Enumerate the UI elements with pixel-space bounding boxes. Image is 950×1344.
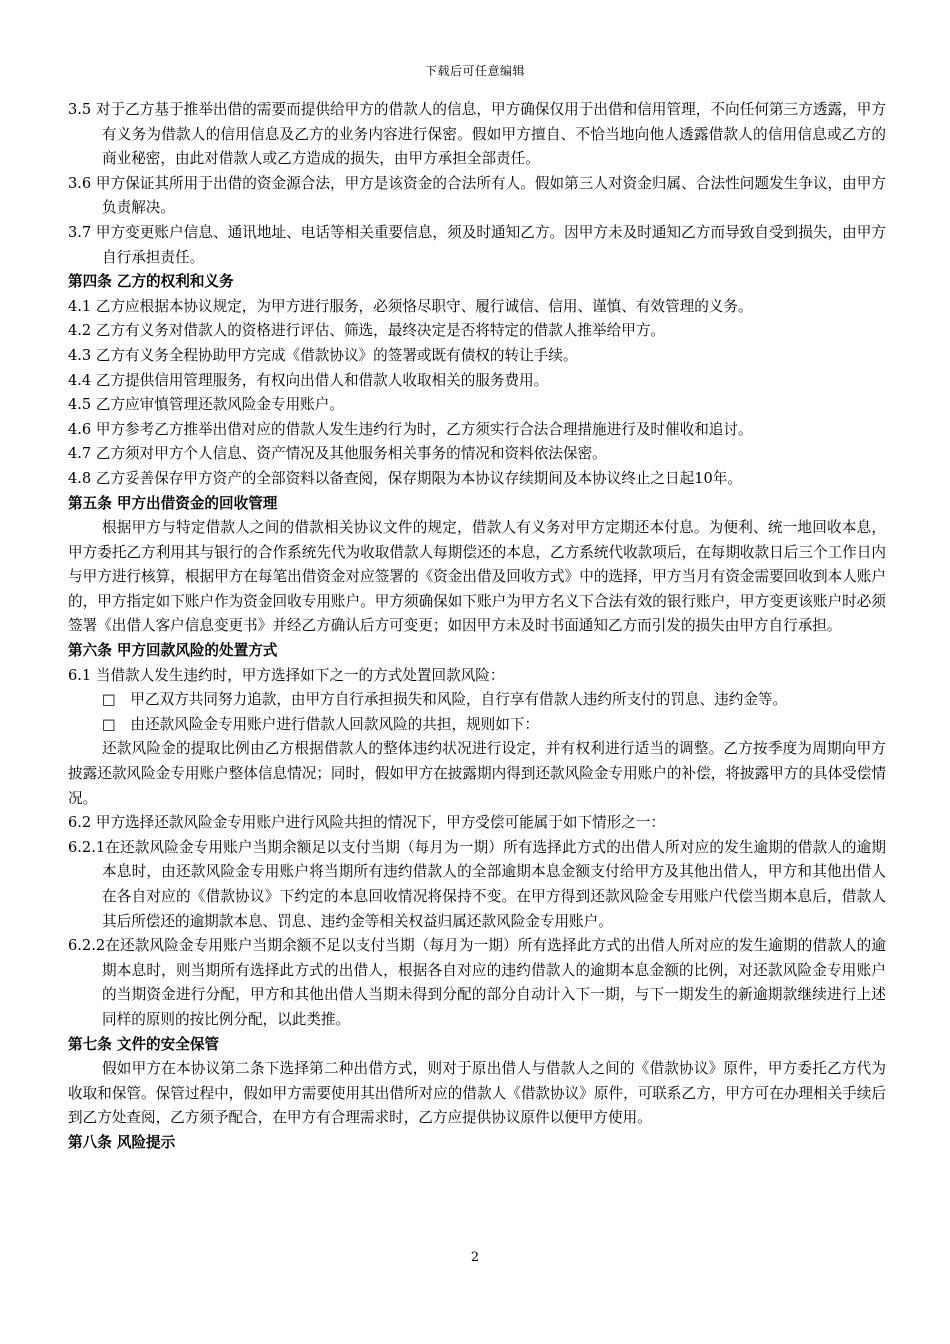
clause-6-2-2: 6.2.2在还款风险金专用账户当期余额不足以支付当期（每月为一期）所有选择此方式的出借人所对应的发生逾期的借款人的逾期本息时，则当期所有选择此方式的出借人，根据各自对应的违约借款人的逾期本息金额的比例，对还款风险金专用账户的当期资金进行分配，甲方和其他出借人当期未得到分配的部分自动计入下一期，与下一期发生的新逾期款继续进行上述同样的原则的按比例分配，以此类推。 (68, 937, 886, 1028)
document-body (68, 98, 886, 1156)
clause-4-2: 4.2 乙方有义务对借款人的资格进行评估、筛选，最终决定是否将特定的借款人推举给甲方。 (68, 322, 666, 340)
article-7-body: 假如甲方在本协议第二条下选择第二种出借方式，则对于原出借人与借款人之间的《借款协议》原件，甲方委托乙方代为收取和保管。保管过程中，假如甲方需要使用其出借所对应的借款人《借款协议》原件，可联系乙方，甲方可在办理相关手续后到乙方处查阅，乙方须予配合，在甲方有合理需求时，乙方应提供协议原件以便甲方使用。 (68, 1060, 886, 1127)
article-8-heading: 第八条 风险提示 (68, 1133, 176, 1151)
page-header: 下载后可任意编辑 (424, 64, 525, 78)
article-7-heading: 第七条 文件的安全保管 (68, 1035, 220, 1053)
article-5-body: 根据甲方与特定借款人之间的借款相关协议文件的规定，借款人有义务对甲方定期还本付息。为便利、统一地回收本息，甲方委托乙方利用其与银行的合作系统先代为收取借款人每期偿还的本息，乙方系统代收款项后，在每期收款日后三个工作日内与甲方进行核算，根据甲方在每笔出借资金对应签署的《资金出借及回收方式》中的选择，甲方当月有资金需要回收到本人账户的，甲方指定如下账户作为资金回收专用账户。甲方须确保如下账户为甲方名义下合法有效的银行账户，甲方变更该账户时必须签署《出借人客户信息变更书》并经乙方确认后方可变更；如因甲方未及时书面通知乙方而引发的损失由甲方自行承担。 (68, 519, 886, 635)
clause-4-7: 4.7 乙方须对甲方个人信息、资产情况及其他服务相关事务的情况和资料依法保密。 (68, 445, 607, 463)
article-4-heading: 第四条 乙方的权利和义务 (68, 273, 234, 291)
clause-6-2-1: 6.2.1在还款风险金专用账户当期余额足以支付当期（每月为一期）所有选择此方式的出借人所对应的发生逾期的借款人的逾期本息时，由还款风险金专用账户将当期所有违约借款人的全部逾期本息金额支付给甲方及其他出借人，甲方和其他出借人在各自对应的《借款协议》下约定的本息回收情况将保持不变。在甲方得到还款风险金专用账户代偿当期本息后，借款人其后所偿还的逾期款本息、罚息、违约金等相关权益归属还款风险金专用账户。 (68, 838, 886, 930)
option-mutual-recovery: □ 甲乙双方共同努力追款，由甲方自行承担损失和风险，自行享有借款人违约所支付的罚息、违约金等。 (102, 691, 788, 709)
page-number: 2 (470, 1250, 480, 1265)
clause-3-7: 3.7 甲方变更账户信息、通讯地址、电话等相关重要信息，须及时通知乙方。因甲方未及时通知乙方而导致自受到损失，由甲方自行承担责任。 (68, 223, 886, 266)
clause-6-2: 6.2 甲方选择还款风险金专用账户进行风险共担的情况下，甲方受偿可能属于如下情形之一： (68, 814, 666, 832)
clause-6-1: 6.1 当借款人发生违约时，甲方选择如下之一的方式处置回款风险： (68, 666, 505, 684)
clause-4-8: 4.8 乙方妥善保存甲方资产的全部资料以备查阅，保存期限为本协议存续期间及本协议终止之日起10年。 (68, 469, 742, 487)
clause-3-5: 3.5 对于乙方基于推举出借的需要而提供给甲方的借款人的信息，甲方确保仅用于出借和信用管理，不向任何第三方透露，甲方有义务为借款人的信用信息及乙方的业务内容进行保密。假如甲方擅自、不恰当地向他人透露借款人的信用信息或乙方的商业秘密，由此对借款人或乙方造成的损失，由甲方承担全部责任。 (68, 101, 886, 168)
article-6-heading: 第六条 甲方回款风险的处置方式 (68, 642, 278, 660)
article-5-heading: 第五条 甲方出借资金的回收管理 (68, 494, 278, 512)
clause-4-4: 4.4 乙方提供信用管理服务，有权向出借人和借款人收取相关的服务费用。 (68, 371, 549, 389)
clause-3-6: 3.6 甲方保证其所用于出借的资金源合法，甲方是该资金的合法所有人。假如第三人对资金归属、合法性问题发生争议，由甲方负责解决。 (68, 174, 886, 217)
clause-4-1: 4.1 乙方应根据本协议规定，为甲方进行服务，必须恪尽职守、履行诚信、信用、谨慎、有效管理的义务。 (68, 297, 753, 315)
clause-4-6: 4.6 甲方参考乙方推举出借对应的借款人发生违约行为时，乙方须实行合法合理措施进行及时催收和追讨。 (68, 420, 753, 438)
risk-fund-rule: 还款风险金的提取比例由乙方根据借款人的整体违约状况进行设定，并有权利进行适当的调整。乙方按季度为周期向甲方披露还款风险金专用账户整体信息情况；同时，假如甲方在披露期内得到还款风险金专用账户的补偿，将披露甲方的具体受偿情况。 (68, 740, 886, 807)
option-risk-fund-sharing: □ 由还款风险金专用账户进行借款人回款风险的共担，规则如下： (102, 715, 540, 733)
clause-4-5: 4.5 乙方应审慎管理还款风险金专用账户。 (68, 396, 344, 414)
clause-4-3: 4.3 乙方有义务全程协助甲方完成《借款协议》的签署或既有债权的转让手续。 (68, 346, 578, 364)
